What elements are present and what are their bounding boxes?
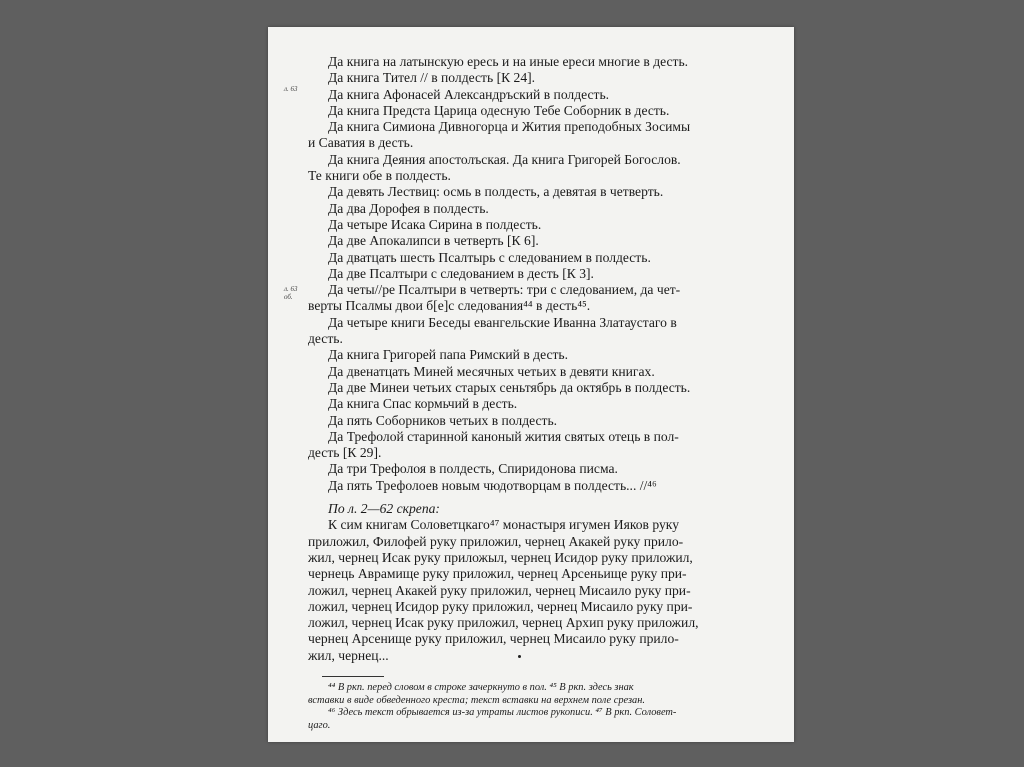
text-line: ложил, чернец Исак руку приложил, чернец Архип руку приложил, [308, 615, 699, 631]
text-line: Да пять Соборников четьих в полдесть. [328, 412, 558, 428]
text-line: Да книга Спас кормьчий в десть. [328, 396, 518, 412]
text-line: Да книга на латынскую ересь и на иные ереси многие в десть. [328, 54, 689, 69]
text-line: Да книга Предста Царица одесную Тебе Соборник в десть. [328, 102, 670, 118]
text-line: Да книга Симиона Дивногорца и Жития преподобных Зосимы [328, 119, 691, 135]
text-line: Да книга Григорей папа Римский в десть. [328, 347, 569, 363]
document-body [308, 54, 778, 733]
footnote-line: цаго. [308, 720, 331, 732]
text-line: десть [К 29]. [308, 445, 382, 461]
scan-speck [518, 655, 521, 658]
text-line: Да книга Тител // в полдесть [К 24]. [328, 70, 536, 86]
footnote-line: ⁴⁶ Здесь текст обрывается из-за утраты листов рукописи. ⁴⁷ В ркп. Соловет- [328, 707, 677, 719]
text-line: Да два Дорофея в полдесть. [328, 200, 489, 216]
text-line: Да две Апокалипси в четверть [К 6]. [328, 233, 539, 249]
section-heading: По л. 2—62 скрепа: [328, 501, 440, 517]
footnote-line: ⁴⁴ В ркп. перед словом в строке зачеркнуто в пол. ⁴⁵ В ркп. здесь знак [328, 681, 634, 693]
text-line: Те книги обе в полдесть. [308, 168, 451, 184]
text-line: жил, чернец... [308, 647, 389, 663]
text-line: десть. [308, 331, 343, 347]
text-line: Да четыре книги Беседы евангельские Иванна Златаустаго в [328, 314, 677, 330]
text-line: чернець Аврамище руку приложил, чернец Арсеньище руку при- [308, 566, 687, 582]
text-line: приложил, Филофей руку приложил, чернец Акакей руку прило- [308, 533, 684, 549]
footnote-divider [322, 676, 384, 677]
footnote-line: вставки в виде обведенного креста; текст вставки на верхнем поле срезан. [308, 694, 645, 706]
scanned-page [268, 27, 794, 742]
text-line: ложил, чернец Акакей руку приложил, чернец Мисаило руку при- [308, 582, 691, 598]
text-line: верты Псалмы двои б[е]с следования⁴⁴ в десть⁴⁵. [308, 298, 591, 314]
margin-note-folio-verso: л. 63 об. [284, 285, 298, 301]
text-line: Да девять Лествиц: осмь в полдесть, а девятая в четверть. [328, 184, 664, 200]
text-line: К сим книгам Соловетцкаго⁴⁷ монастыря игумен Ияков руку [328, 517, 679, 533]
text-line: ложил, чернец Исидор руку приложил, чернец Мисаило руку при- [308, 598, 693, 614]
text-line: Да пять Трефолоев новым чюдотворцам в полдесть... //⁴⁶ [328, 477, 657, 493]
text-line: Да две Минеи четьих старых сеньтябрь да октябрь в полдесть. [328, 379, 691, 395]
text-line: жил, чернец Исак руку приложыл, чернец Исидор руку приложил, [308, 549, 693, 565]
text-line: чернец Арсенище руку приложил, чернец Мисаило руку прило- [308, 631, 679, 647]
text-line: и Саватия в десть. [308, 135, 414, 151]
text-line: Да три Трефолоя в полдесть, Спиридонова писма. [328, 461, 618, 477]
text-line: Да четыре Исака Сирина в полдесть. [328, 216, 542, 232]
text-line: Да четы//ре Псалтыри в четверть: три с следованием, да чет- [328, 282, 681, 298]
text-line: Да книга Афонасей Александръский в полдесть. [328, 86, 610, 102]
text-line: Да две Псалтыри с следованием в десть [К 3]. [328, 265, 594, 281]
text-line: Да дватцать шесть Псалтырь с следованием в полдесть. [328, 249, 651, 265]
text-line: Да Трефолой старинной каноный жития святых отець в пол- [328, 428, 679, 444]
text-line: Да книга Деяния апостолъская. Да книга Григорей Богослов. [328, 151, 681, 167]
margin-note-folio: л. 63 [284, 85, 298, 93]
text-line: Да двенатцать Миней месячных четьих в девяти книгах. [328, 363, 655, 379]
